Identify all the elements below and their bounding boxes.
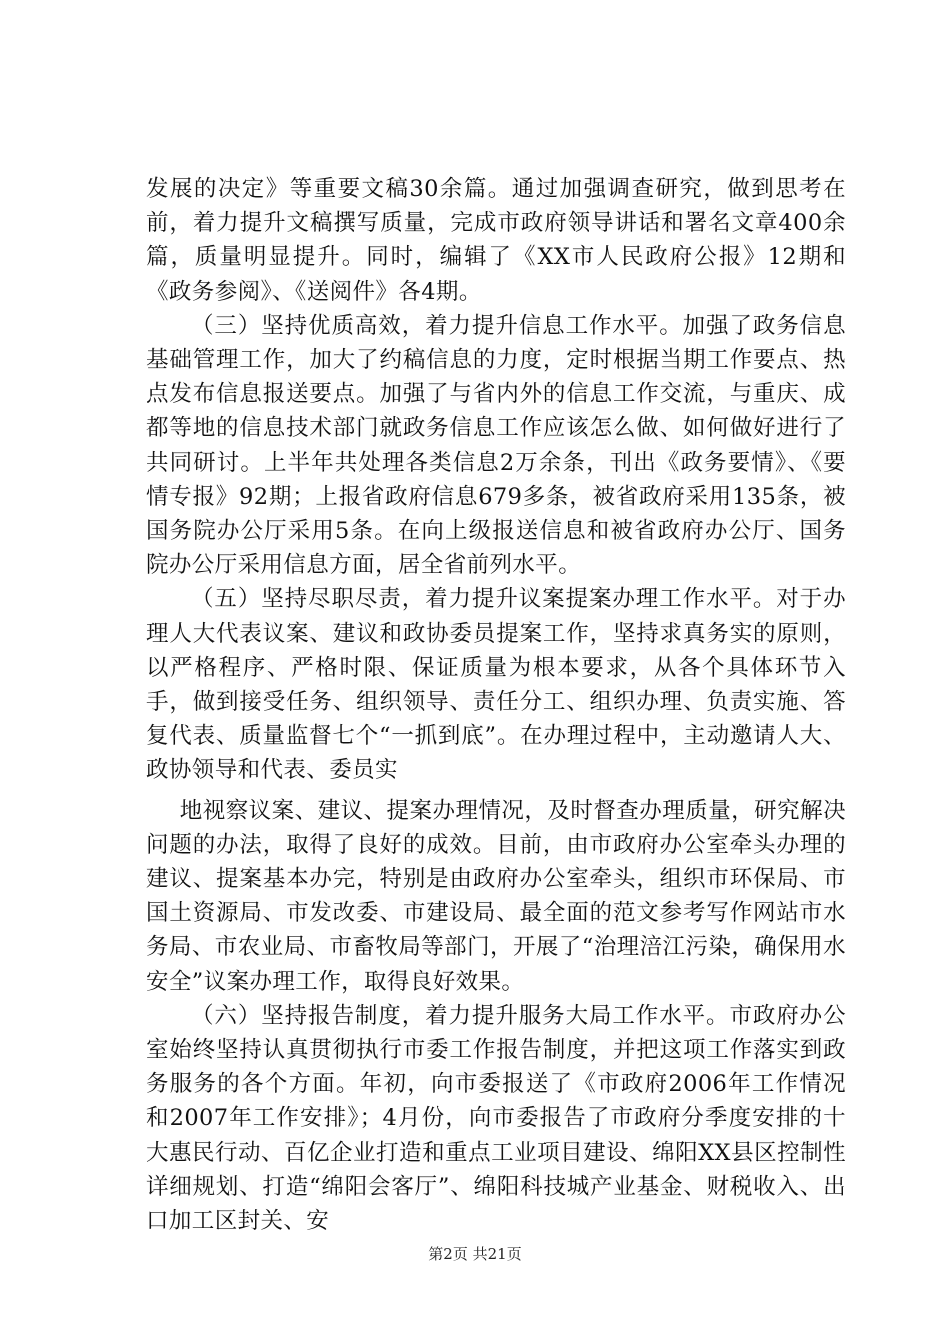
page-number-footer: 第2页 共21页 [428, 1245, 522, 1263]
paragraph-section-three-information: （三）坚持优质高效，着力提升信息工作水平。加强了政务信息基础管理工作，加大了约稿信息的力度，定时根据当期工作要点、热点发布信息报送要点。加强了与省内外的信息工作交流，与重庆、成都等地的信息技术部门就政务信息工作应该怎么做、如何做好进行了共同研讨。上半年共处理各类信息2万余条，刊出《政务要情》、《要情专报》92期；上报省政府信息679多条，被省政府采用135条，被国务院办公厅采用5条。在向上级报送信息和被省政府办公厅、国务院办公厅采用信息方面，居全省前列水平。 [146, 312, 846, 579]
paragraph-continued-decision: 发展的决定》等重要文稿30余篇。通过加强调查研究，做到思考在前，着力提升文稿撰写质量，完成市政府领导讲话和署名文章400余篇，质量明显提升。同时，编辑了《XX市人民政府公报》12期和《政务参阅》、《送阅件》各4期。 [146, 176, 846, 305]
document-body [146, 172, 846, 1238]
paragraph-proposal-inspection: 地视察议案、建议、提案办理情况，及时督查办理质量，研究解决问题的办法，取得了良好的成效。目前，由市政府办公室牵头办理的建议、提案基本办完，特别是由政府办公室牵头，组织市环保局、市国土资源局、市发改委、市建设局、最全面的范文参考写作网站市水务局、市农业局、市畜牧局等部门，开展了“治理涪江污染，确保用水安全”议案办理工作，取得良好效果。 [146, 797, 846, 995]
paragraph-section-six-reporting: （六）坚持报告制度，着力提升服务大局工作水平。市政府办公室始终坚持认真贯彻执行市委工作报告制度，并把这项工作落实到政务服务的各个方面。年初，向市委报送了《市政府2006年工作情况和2007年工作安排》；4月份，向市委报告了市政府分季度安排的十大惠民行动、百亿企业打造和重点工业项目建设、绵阳XX县区控制性详细规划、打造“绵阳会客厅”、绵阳科技城产业基金、财税收入、出口加工区封关、安 [146, 1002, 846, 1235]
paragraph-section-five-proposals: （五）坚持尽职尽责，着力提升议案提案办理工作水平。对于办理人大代表议案、建议和政协委员提案工作，坚持求真务实的原则，以严格程序、严格时限、保证质量为根本要求，从各个具体环节入手，做到接受任务、组织领导、责任分工、组织办理、负责实施、答复代表、质量监督七个“一抓到底”。在办理过程中，主动邀请人大、政协领导和代表、委员实 [146, 586, 846, 784]
